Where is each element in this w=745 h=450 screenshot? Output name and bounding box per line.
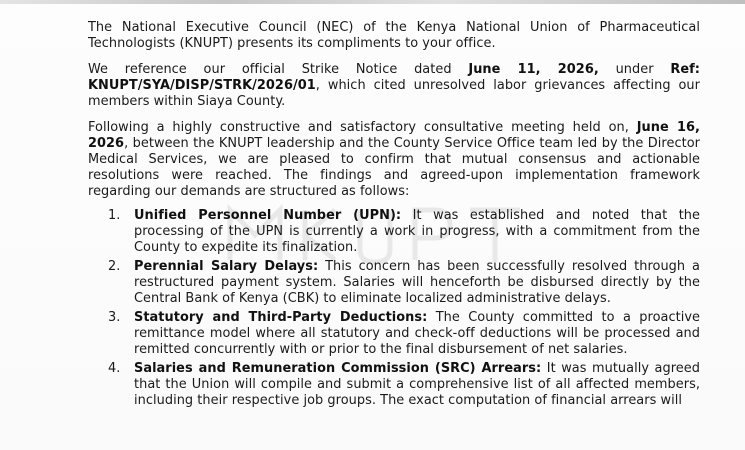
list-item [88, 208, 700, 256]
reference-number: Ref: KNUPT/SYA/DISP/STRK/2026/01 [88, 62, 701, 93]
intro-paragraph: The National Executive Council (NEC) of the Kenya National Union of Pharmaceutical Technologists (KNUPT) presents its compliments to your office. [88, 20, 700, 51]
reference-prefix: We reference our official Strike Notice dated [88, 62, 452, 77]
item-text: It was mutually agreed that the Union will compile and submit a comprehensive list of all affected members, including their respective job groups. The exact computation of financial arrears will [134, 361, 700, 408]
reference-middle: under [615, 62, 654, 77]
reference-suffix: , which cited unresolved labor grievances affecting our members within Siaya County. [88, 78, 700, 109]
meeting-paragraph [88, 120, 700, 200]
item-title: Perennial Salary Delays: [134, 259, 319, 274]
strike-notice-date: June 11, 2026, [468, 62, 599, 77]
scan-edge [0, 0, 745, 4]
meeting-date: June 16, 2026 [88, 120, 700, 151]
meeting-suffix: , between the KNUPT leadership and the County Service Office team led by the Director Medical Services, we are pleased to confirm that mutual consensus and actionable resolutions were reached. The findings and agreed-upon implementation framework regarding our demands are structured as follows: [88, 136, 700, 199]
item-number: 1. [108, 208, 121, 223]
reference-paragraph [88, 62, 700, 110]
item-title: Salaries and Remuneration Commission (SRC) Arrears: [134, 361, 542, 376]
list-item [88, 310, 700, 358]
meeting-prefix: Following a highly constructive and satisfactory consultative meeting held on, [88, 120, 629, 135]
item-text: It was established and noted that the processing of the UPN is currently a work in progress, with a commitment from the County to expedite its finalization. [134, 208, 701, 255]
resolutions-list [88, 208, 700, 409]
list-item [88, 259, 700, 307]
list-item [88, 361, 700, 409]
item-number: 4. [108, 361, 121, 376]
item-title: Unified Personnel Number (UPN): [134, 208, 402, 223]
item-text: This concern has been successfully resolved through a restructured payment system. Salaries will henceforth be disbursed directly by the Central Bank of Kenya (CBK) to eliminate localized administrative delays. [134, 259, 700, 306]
item-title: Statutory and Third-Party Deductions: [134, 310, 428, 325]
letter-body [88, 20, 700, 409]
item-number: 2. [108, 259, 121, 274]
item-text: The County committed to a proactive remittance model where all statutory and check-off deductions will be processed and remitted concurrently with or prior to the final disbursement of net salaries. [134, 310, 700, 357]
item-number: 3. [108, 310, 121, 325]
